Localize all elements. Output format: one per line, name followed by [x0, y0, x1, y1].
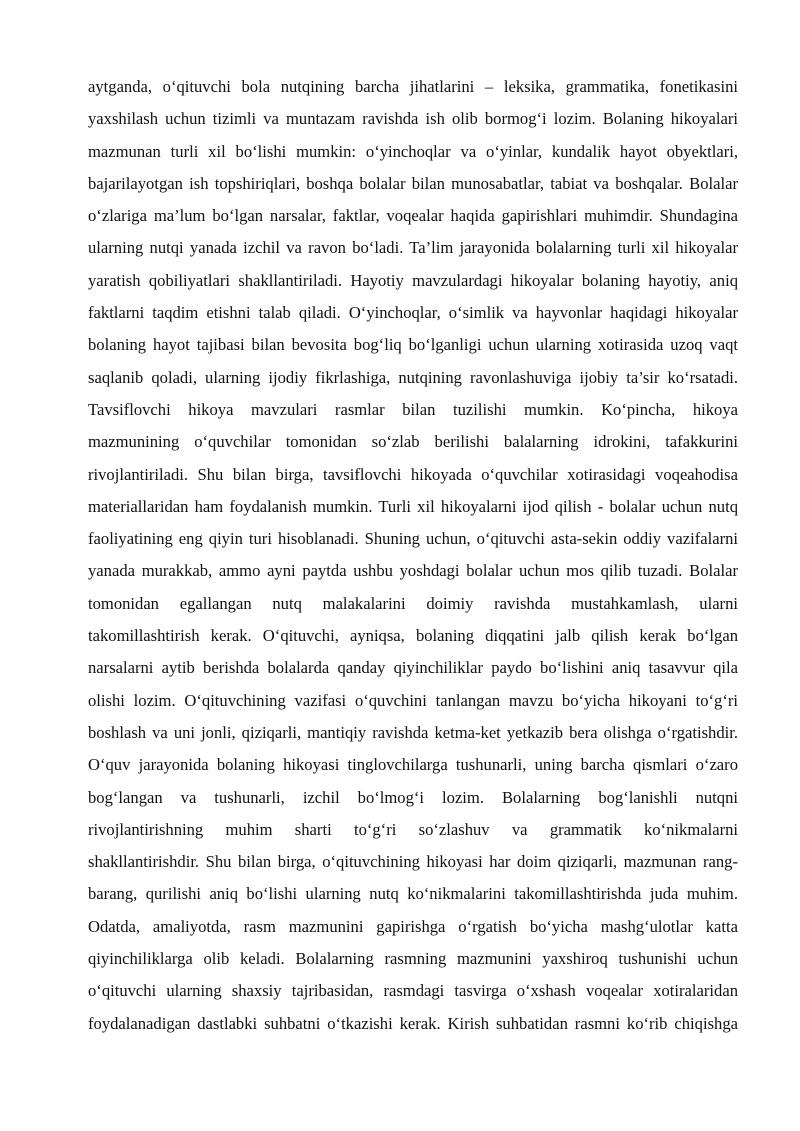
- text-line-9: bolaning hayot tajibasi bilan bevosita bog‘liq bo‘lganligi uchun ularning xotirasida uzoq vaqt: [88, 335, 738, 355]
- text-line-17: tomonidan egallangan nutq malakalarini doimiy ravishda mustahkamlash, ularni: [88, 593, 738, 613]
- text-line-8: faktlarni taqdim etishni talab qiladi. O‘yinchoqlar, o‘simlik va hayvonlar haqidagi hikoyalar: [88, 303, 738, 323]
- text-line-30: foydalanadigan dastlabki suhbatni o‘tkazishi kerak. Kirish suhbatidan rasmni ko‘rib chiqishga: [88, 1013, 738, 1033]
- text-line-28: qiyinchiliklarga olib keladi. Bolalarning rasmning mazmunini yaxshiroq tushunishi uchun: [88, 949, 738, 969]
- text-line-18: takomillashtirish kerak. O‘qituvchi, ayniqsa, bolaning diqqatini jalb qilish kerak bo‘lgan: [88, 626, 738, 646]
- text-line-12: mazmunining o‘quvchilar tomonidan so‘zlab berilishi balalarning idrokini, tafakkurini: [88, 432, 738, 452]
- text-line-15: faoliyatining eng qiyin turi hisoblanadi. Shuning uchun, o‘qituvchi asta-sekin oddiy vazifalarni: [88, 529, 738, 549]
- text-line-26: barang, qurilishi aniq bo‘lishi ularning nutq ko‘nikmalarini takomillashtirishda juda muhim.: [88, 884, 738, 904]
- text-line-10: saqlanib qoladi, ularning ijodiy fikrlashiga, nutqining ravonlashuviga ijobiy ta’sir ko‘rsatadi.: [88, 367, 738, 387]
- text-line-7: yaratish qobiliyatlari shakllantiriladi. Hayotiy mavzulardagi hikoyalar bolaning hayotiy, aniq: [88, 270, 738, 290]
- text-line-5: o‘zlariga ma’lum bo‘lgan narsalar, faktlar, voqealar haqida gapirishlari muhimdir. Shundagina: [88, 206, 738, 226]
- text-line-2: yaxshilash uchun tizimli va muntazam ravishda ish olib bormog‘i lozim. Bolaning hikoyalari: [88, 109, 738, 129]
- text-line-4: bajarilayotgan ish topshiriqlari, boshqa bolalar bilan munosabatlar, tabiat va boshqalar. Bolalar: [88, 173, 738, 193]
- text-line-1: aytganda, o‘qituvchi bola nutqining barcha jihatlarini – leksika, grammatika, fonetikasini: [88, 77, 738, 96]
- text-line-27: Odatda, amaliyotda, rasm mazmunini gapirishga o‘rgatish bo‘yicha mashg‘ulotlar katta: [88, 916, 738, 936]
- text-line-21: boshlash va uni jonli, qiziqarli, mantiqiy ravishda ketma-ket yetkazib bera olishga o‘rgatishdir.: [88, 722, 738, 742]
- text-line-11: Tavsiflovchi hikoya mavzulari rasmlar bilan tuzilishi mumkin. Ko‘pincha, hikoya: [88, 399, 738, 419]
- body-paragraph: [88, 71, 738, 1040]
- text-line-13: rivojlantiriladi. Shu bilan birga, tavsiflovchi hikoyada o‘quvchilar xotirasidagi voqeahodisa: [88, 464, 738, 484]
- text-line-22: O‘quv jarayonida bolaning hikoyasi tinglovchilarga tushunarli, uning barcha qismlari o‘zaro: [88, 755, 738, 775]
- text-line-16: yanada murakkab, ammo ayni paytda ushbu yoshdagi bolalar uchun mos qilib tuzadi. Bolalar: [88, 561, 738, 581]
- text-line-20: olishi lozim. O‘qituvchining vazifasi o‘quvchini tanlangan mavzu bo‘yicha hikoyani to‘g‘ri: [88, 690, 738, 710]
- text-line-29: o‘qituvchi ularning shaxsiy tajribasidan, rasmdagi tasvirga o‘xshash voqealar xotiralaridan: [88, 981, 738, 1001]
- text-line-25: shakllantirishdir. Shu bilan birga, o‘qituvchining hikoyasi har doim qiziqarli, mazmunan rang-: [88, 852, 738, 872]
- text-line-6: ularning nutqi yanada izchil va ravon bo‘ladi. Ta’lim jarayonida bolalarning turli xil hikoyalar: [88, 238, 738, 258]
- text-line-14: materiallaridan ham foydalanish mumkin. Turli xil hikoyalarni ijod qilish - bolalar uchun nutq: [88, 496, 738, 516]
- text-line-19: narsalarni aytib berishda bolalarda qanday qiyinchiliklar paydo bo‘lishini aniq tasavvur qila: [88, 658, 738, 678]
- text-line-3: mazmunan turli xil bo‘lishi mumkin: o‘yinchoqlar va o‘yinlar, kundalik hayot obyektlari,: [88, 141, 738, 161]
- document-page: [88, 71, 738, 1040]
- text-line-24: rivojlantirishning muhim sharti to‘g‘ri so‘zlashuv va grammatik ko‘nikmalarni: [88, 819, 738, 839]
- text-line-23: bog‘langan va tushunarli, izchil bo‘lmog‘i lozim. Bolalarning bog‘lanishli nutqni: [88, 787, 738, 807]
